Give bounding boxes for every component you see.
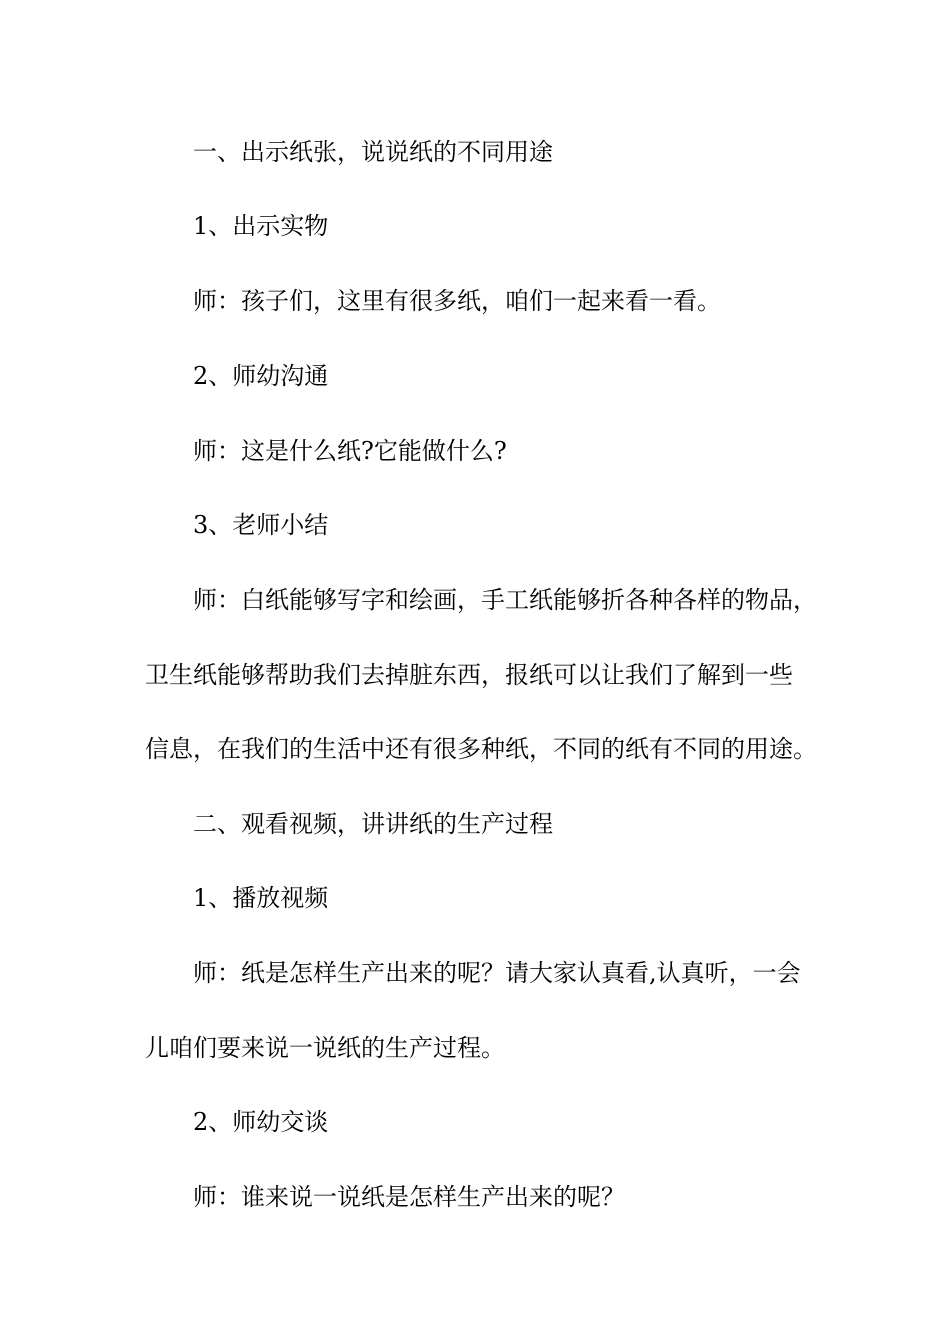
paragraph-summary-line-1: 师：白纸能够写字和绘画，手工纸能够折各种各样的物品， [193,586,817,614]
subheading-show-objects: 1、出示实物 [193,212,329,240]
paragraph-video-line-1: 师：纸是怎样生产出来的呢？请大家认真看,认真听，一会 [193,959,801,987]
subheading-play-video: 1、播放视频 [193,884,329,912]
paragraph-summary-line-3: 信息，在我们的生活中还有很多种纸，不同的纸有不同的用途。 [145,735,817,763]
subheading-discussion: 2、师幼交谈 [193,1108,329,1136]
subheading-teacher-summary: 3、老师小结 [193,511,329,539]
paragraph-teacher-question: 师：这是什么纸?它能做什么? [193,437,507,465]
heading-section-1: 一、出示纸张，说说纸的不同用途 [193,138,553,166]
subheading-communication: 2、师幼沟通 [193,362,329,390]
paragraph-discussion-question: 师：谁来说一说纸是怎样生产出来的呢？ [193,1183,625,1211]
paragraph-video-line-2: 儿咱们要来说一说纸的生产过程。 [145,1034,505,1062]
paragraph-summary-line-2: 卫生纸能够帮助我们去掉脏东西，报纸可以让我们了解到一些 [145,661,793,689]
paragraph-teacher-intro: 师：孩子们，这里有很多纸，咱们一起来看一看。 [193,287,721,315]
heading-section-2: 二、观看视频，讲讲纸的生产过程 [193,810,553,838]
